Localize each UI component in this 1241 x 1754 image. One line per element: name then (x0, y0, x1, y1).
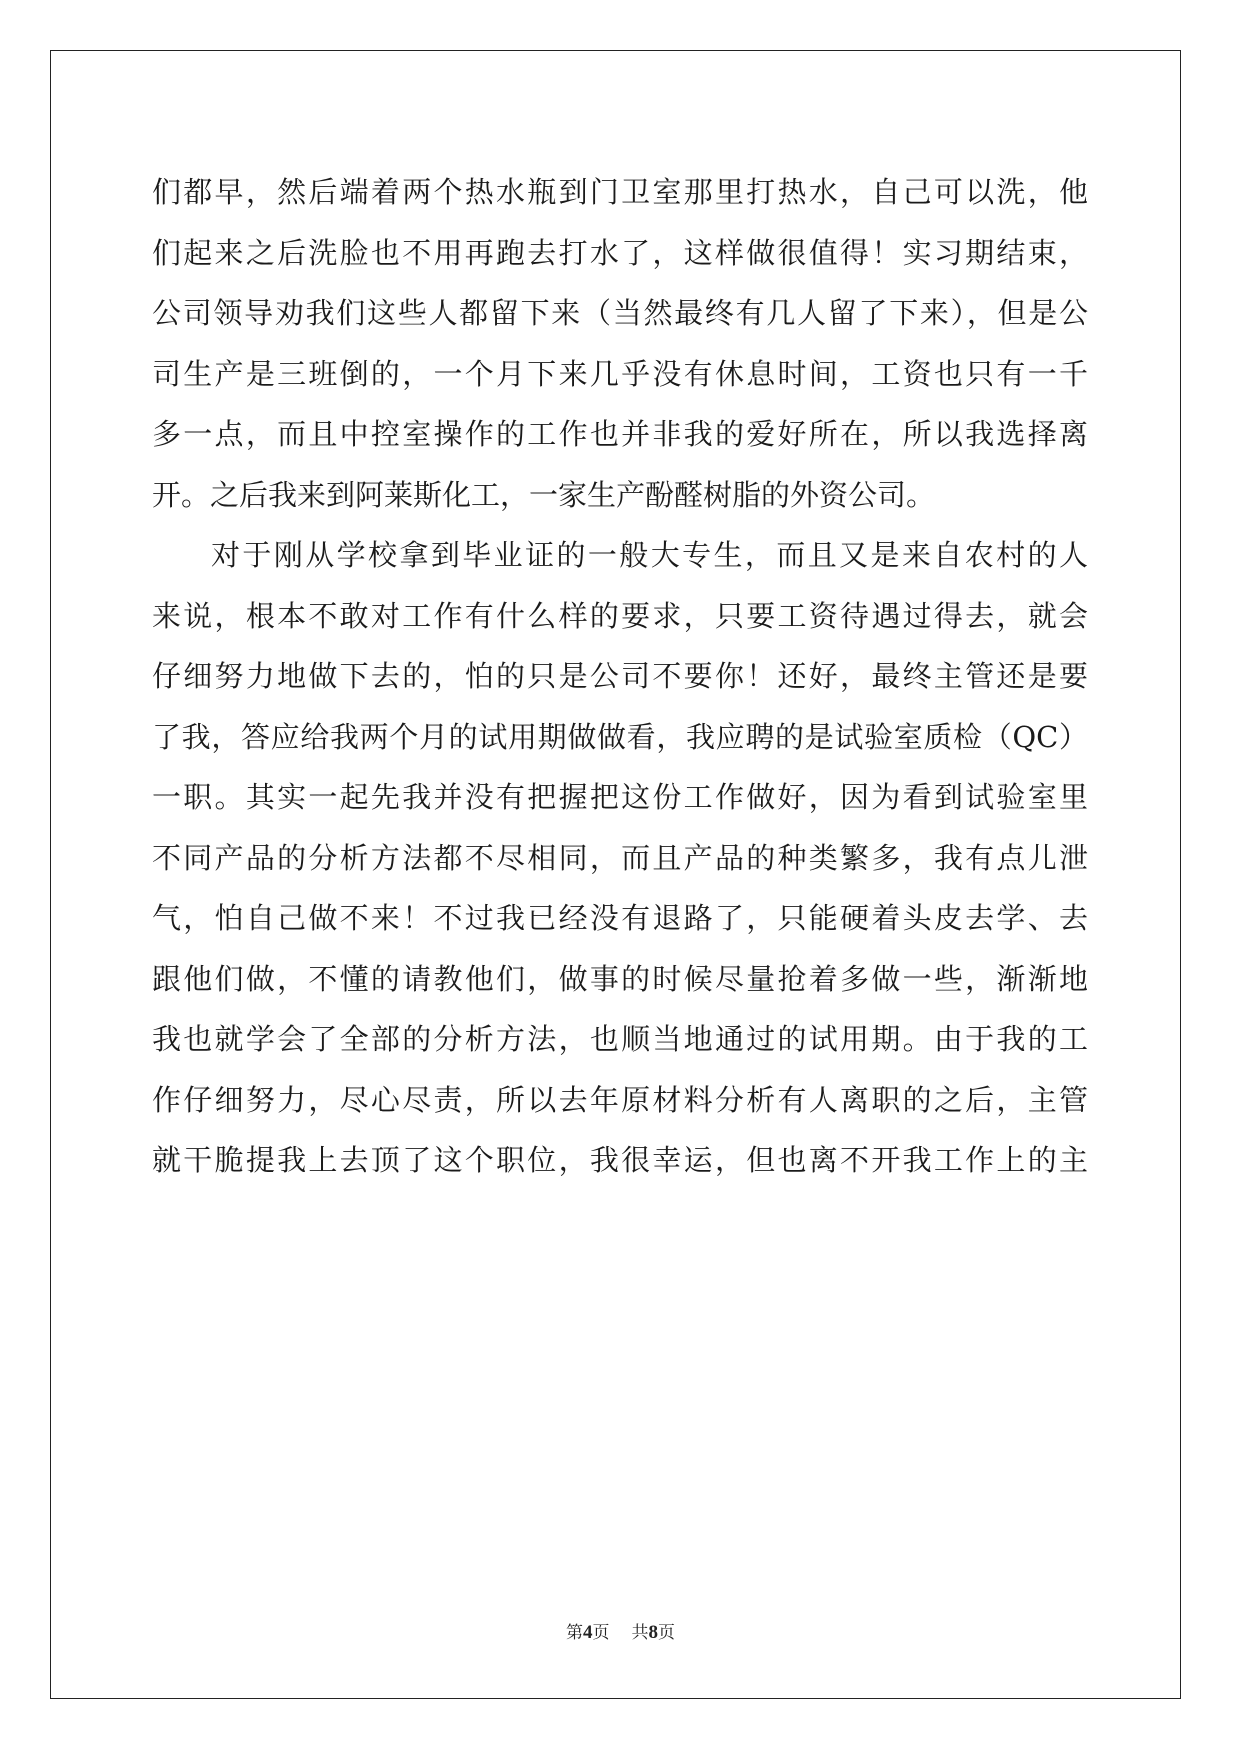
text-line: 们都早，然后端着两个热水瓶到门卫室那里打热水，自己可以洗，他 (152, 175, 1088, 209)
text-line: 仔细努力地做下去的，怕的只是公司不要你！还好，最终主管还是要 (152, 659, 1088, 693)
text-line: 开。之后我来到阿莱斯化工，一家生产酚醛树脂的外资公司。 (152, 477, 936, 512)
page-footer (0, 1618, 1241, 1644)
text-line: 一职。其实一起先我并没有把握把这份工作做好，因为看到试验室里 (152, 780, 1088, 814)
text-line: 了我，答应给我两个月的试用期做做看，我应聘的是试验室质检（QC） (152, 719, 1088, 754)
current-page-number: 4 (583, 1622, 593, 1643)
text-line: 对于刚从学校拿到毕业证的一般大专生，而且又是来自农村的人 (211, 538, 1088, 572)
text-line: 跟他们做，不懂的请教他们，做事的时候尽量抢着多做一些，渐渐地 (152, 961, 1088, 996)
text-line: 多一点，而且中控室操作的工作也并非我的爱好所在，所以我选择离 (152, 417, 1088, 451)
footer-page-suffix: 页 (592, 1623, 610, 1643)
footer-total-prefix: 共 (631, 1623, 649, 1643)
text-line: 司生产是三班倒的，一个月下来几乎没有休息时间，工资也只有一千 (152, 356, 1088, 391)
footer-prefix: 第 (566, 1623, 583, 1643)
text-line: 气，怕自己做不来！不过我已经没有退路了，只能硬着头皮去学、去 (152, 901, 1088, 935)
text-line: 作仔细努力，尽心尽责，所以去年原材料分析有人离职的之后，主管 (152, 1082, 1088, 1117)
text-line: 来说，根本不敢对工作有什么样的要求，只要工资待遇过得去，就会 (152, 598, 1088, 633)
text-line: 就干脆提我上去顶了这个职位，我很幸运，但也离不开我工作上的主 (152, 1143, 1088, 1177)
text-line: 我也就学会了全部的分析方法，也顺当地通过的试用期。由于我的工 (152, 1022, 1088, 1056)
body-text (152, 162, 1088, 1191)
text-line: 不同产品的分析方法都不尽相同，而且产品的种类繁多，我有点儿泄 (152, 840, 1088, 875)
text-line: 公司领导劝我们这些人都留下来（当然最终有几人留了下来），但是公 (152, 296, 1088, 330)
total-page-number: 8 (648, 1622, 658, 1643)
text-line: 们起来之后洗脸也不用再跑去打水了，这样做很值得！实习期结束， (152, 235, 1088, 270)
footer-total-suffix: 页 (658, 1623, 675, 1643)
